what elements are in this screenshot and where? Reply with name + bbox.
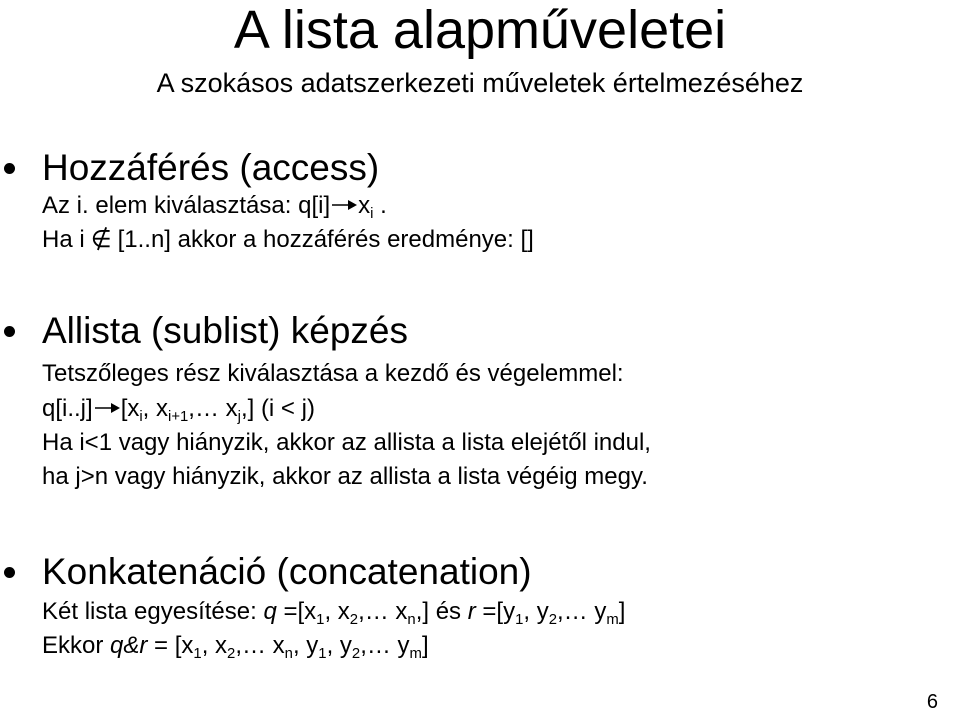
concat-2-t1: 1 — [318, 646, 327, 663]
right-arrow-icon — [331, 198, 357, 212]
concat-2-tm: m — [409, 646, 422, 663]
access-line-1-end: . — [373, 192, 387, 219]
slide-subtitle: A szokásos adatszerkezeti műveletek értelmezéséhez — [156, 68, 804, 98]
right-arrow-icon — [94, 401, 120, 415]
sublist-line-2-d: ,] (i < j) — [240, 395, 315, 422]
sublist-sub-i1: i+1 — [168, 409, 189, 426]
bullet-icon — [4, 326, 15, 337]
concat-2-s2: 2 — [227, 646, 236, 663]
concat-2-h: ] — [421, 632, 429, 659]
access-line-1 — [42, 191, 387, 224]
concat-2-t2: 2 — [351, 646, 361, 663]
concat-1-f: =[y — [475, 598, 516, 625]
access-line-2 — [42, 225, 534, 255]
bullet-icon — [4, 163, 15, 174]
concat-line-2 — [42, 631, 429, 664]
sublist-line-1: Tetszőleges rész kiválasztása a kezdő és végelemmel: — [42, 360, 624, 387]
access-line-1-prefix: Az i. elem kiválasztása: q[i] — [42, 192, 331, 219]
concat-2-g: ,… y — [360, 632, 410, 659]
concat-2-s1: 1 — [193, 646, 202, 663]
access-line-2-prefix: Ha i — [42, 226, 85, 253]
concat-2-d: ,… x — [235, 632, 285, 659]
sublist-line-3: Ha i<1 vagy hiányzik, akkor az allista a lista elejétől indul, — [42, 429, 651, 456]
sublist-line-2 — [42, 394, 315, 427]
concat-1-t2: 2 — [548, 612, 557, 629]
sublist-sub-j: j — [237, 409, 241, 426]
section-heading-sublist: Allista (sublist) képzés — [42, 310, 409, 351]
sublist-line-2-b: , x — [142, 395, 169, 422]
sublist-sub-i: i — [139, 409, 143, 426]
concat-2-sn: n — [284, 646, 293, 663]
access-line-1-x: x — [358, 192, 371, 219]
concat-1-s2: 2 — [349, 612, 359, 629]
section-heading-concat: Konkatenáció (concatenation) — [42, 551, 532, 592]
concat-1-b: =[x — [276, 598, 317, 625]
concat-1-e: ,] és — [415, 598, 468, 625]
concat-1-sn: n — [407, 612, 416, 629]
concat-line-1 — [42, 597, 625, 630]
not-element-of-icon: ∉ — [90, 226, 112, 253]
section-heading-access: Hozzáférés (access) — [42, 147, 380, 188]
concat-2-c: , x — [201, 632, 228, 659]
concat-2-a: Ekkor — [42, 632, 111, 659]
access-line-2-rest: [1..n] akkor a hozzáférés eredménye: [] — [117, 226, 534, 253]
concat-2-f: , y — [326, 632, 352, 659]
sublist-line-4: ha j>n vagy hiányzik, akkor az allista a lista végéig megy. — [42, 463, 648, 490]
concat-1-d: ,… x — [358, 598, 408, 625]
concat-1-s1: 1 — [316, 612, 325, 629]
page-number: 6 — [926, 691, 938, 713]
concat-1-h: ,… y — [557, 598, 607, 625]
concat-1-r: r — [467, 598, 476, 625]
concat-1-c: , x — [324, 598, 350, 625]
concat-1-a: Két lista egyesítése: — [42, 598, 264, 625]
concat-1-i: ] — [618, 598, 626, 625]
access-line-1-sub: i — [370, 206, 374, 223]
concat-1-g: , y — [523, 598, 549, 625]
sublist-line-2-c: ,… x — [188, 395, 238, 422]
concat-2-b: = [x — [147, 632, 194, 659]
concat-1-t1: 1 — [515, 612, 524, 629]
bullet-icon — [4, 567, 15, 578]
concat-1-q: q — [263, 598, 277, 625]
sublist-line-2-a: [x — [120, 395, 140, 422]
concat-2-e: , y — [292, 632, 319, 659]
slide-title: A lista alapműveletei — [233, 0, 727, 60]
sublist-line-2-prefix: q[i..j] — [42, 395, 93, 422]
concat-2-qr: q&r — [110, 632, 148, 659]
concat-1-tm: m — [606, 612, 619, 629]
